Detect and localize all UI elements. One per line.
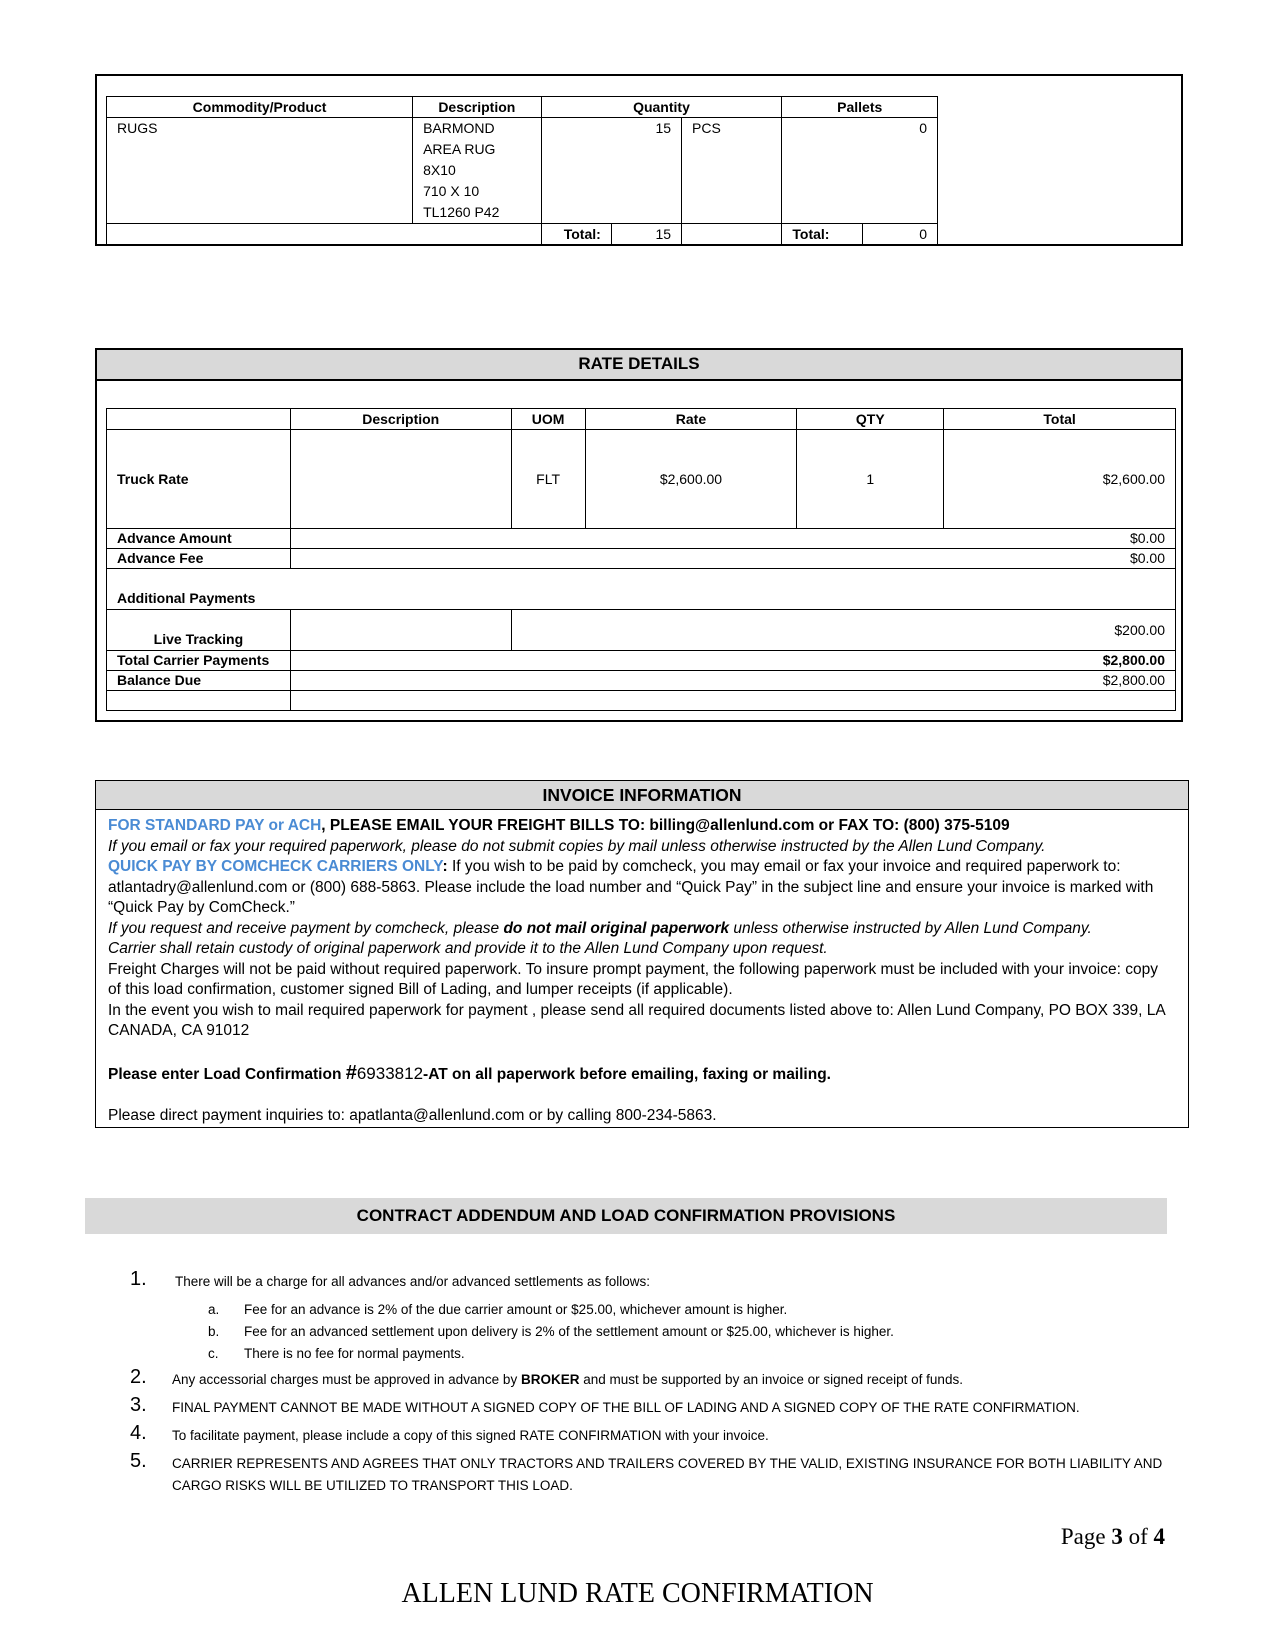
advance-fee-label: Advance Fee — [107, 549, 291, 569]
total-pallets: 0 — [862, 224, 937, 246]
balance-due-label: Balance Due — [107, 671, 291, 691]
rate-header-rate: Rate — [585, 409, 797, 430]
provision-text: To facilitate payment, please include a copy of this signed RATE CONFIRMATION with your invoice. — [172, 1428, 769, 1443]
table-row — [107, 430, 1176, 529]
rate-details-title: RATE DETAILS — [578, 354, 700, 373]
provision-text-bold: BROKER — [520, 1372, 580, 1387]
provision-text-a: Any accessorial charges must be approved in advance by — [172, 1372, 521, 1387]
subitem-text: Fee for an advanced settlement upon delivery is 2% of the settlement amount or $25.00, whichever is higher. — [244, 1324, 894, 1339]
provision-text-b: and must be supported by an invoice or signed receipt of funds. — [579, 1372, 963, 1387]
standard-pay-label: FOR STANDARD PAY or ACH — [108, 817, 322, 834]
list-item — [208, 1321, 1190, 1343]
commodity-description — [413, 118, 541, 224]
standard-pay-line — [108, 816, 1173, 837]
table-row — [107, 529, 1176, 549]
table-row — [107, 610, 1176, 651]
balance-due-value: $2,800.00 — [290, 671, 1175, 691]
provision-text: FINAL PAYMENT CANNOT BE MADE WITHOUT A SIGNED COPY OF THE BILL OF LADING AND A SIGNED COPY OF THE RATE CONFIRMATION. — [172, 1400, 1080, 1415]
live-tracking-label: Live Tracking — [107, 610, 291, 651]
additional-payments-label: Additional Payments — [107, 569, 1176, 610]
load-confirmation-b: -AT on all paperwork before emailing, faxing or mailing. — [423, 1065, 831, 1083]
empty-cell — [107, 691, 291, 711]
document-title: ALLEN LUND RATE CONFIRMATION — [401, 1578, 874, 1609]
table-row — [107, 671, 1176, 691]
list-item — [130, 1394, 1190, 1419]
custody-note: Carrier shall retain custody of original paperwork and provide it to the Allen Lund Company upon request. — [108, 940, 828, 957]
rate-header-qty: QTY — [797, 409, 944, 430]
comcheck-note-a: If you request and receive payment by comcheck, please — [108, 919, 504, 937]
quick-pay-text: If you wish to be paid by comcheck, you may email or fax your invoice and required paperwork to: atlantadry@allenlund.com or (800) 688-5863. Please include the load number and “Quick Pay” in the subject line and ensure your invoice is marked with “Quick Pay by ComCheck.” — [108, 858, 1154, 916]
provision-number: 1. — [130, 1268, 147, 1290]
total-carrier-payments-value: $2,800.00 — [290, 651, 1175, 671]
load-confirmation-hash: # — [345, 1061, 357, 1084]
table-row — [107, 691, 1176, 711]
list-item — [130, 1268, 1190, 1293]
comcheck-note-b: unless otherwise instructed by Allen Lund Company. — [729, 919, 1092, 937]
rate-table — [106, 408, 1176, 711]
standard-pay-text: , PLEASE EMAIL YOUR FREIGHT BILLS TO: billing@allenlund.com or FAX TO: (800) 375-5109 — [321, 817, 1010, 834]
truck-rate-total: $2,600.00 — [944, 430, 1176, 529]
empty-cell — [290, 691, 1175, 711]
quick-pay-label: QUICK PAY BY COMCHECK CARRIERS ONLY — [108, 858, 443, 875]
table-row — [107, 549, 1176, 569]
load-confirmation-number: 6933812 — [356, 1063, 424, 1083]
total-unit-empty — [682, 224, 782, 246]
commodity-unit: PCS — [682, 118, 782, 224]
subitem-text: Fee for an advance is 2% of the due carrier amount or $25.00, whichever amount is higher. — [244, 1302, 788, 1317]
page-total: 4 — [1153, 1524, 1165, 1549]
live-tracking-description — [290, 610, 511, 651]
load-confirmation-line — [108, 1063, 1173, 1086]
subitem-letter: c. — [208, 1346, 219, 1361]
advance-amount-label: Advance Amount — [107, 529, 291, 549]
list-item — [130, 1366, 1190, 1391]
live-tracking-value: $200.00 — [511, 610, 1175, 651]
provision-text: CARRIER REPRESENTS AND AGREES THAT ONLY TRACTORS AND TRAILERS COVERED BY THE VALID, EXISTING INSURANCE FOR BOTH LIABILITY AND CARGO RISKS WILL BE UTILIZED TO TRANSPORT THIS LOAD. — [172, 1456, 1163, 1493]
page-number — [1061, 1524, 1165, 1550]
list-item — [130, 1450, 1190, 1497]
subitem-letter: b. — [208, 1324, 220, 1339]
header-commodity: Commodity/Product — [107, 97, 413, 118]
truck-rate-uom: FLT — [511, 430, 585, 529]
table-row — [107, 569, 1176, 610]
total-label-quantity: Total: — [541, 224, 611, 246]
list-item — [130, 1422, 1190, 1447]
comcheck-note — [108, 919, 1173, 940]
quick-pay-colon: : — [442, 858, 448, 875]
load-confirmation-a: Please enter Load Confirmation — [108, 1065, 346, 1083]
commodity-quantity: 15 — [541, 118, 682, 224]
page-current: 3 — [1111, 1524, 1123, 1549]
quick-pay-line — [108, 857, 1173, 919]
provisions-list — [130, 1268, 1190, 1503]
provision-number: 3. — [130, 1394, 147, 1416]
rate-header-description: Description — [290, 409, 511, 430]
header-quantity: Quantity — [541, 97, 782, 118]
freight-charges-note: Freight Charges will not be paid without required paperwork. To insure prompt payment, the following paperwork must be included with your invoice: copy of this load confirmation, customer signed Bill of Lading, and lumper receipts (if applicable). — [108, 960, 1158, 998]
comcheck-note-bold: do not mail original paperwork — [503, 919, 730, 937]
total-row-spacer — [107, 224, 542, 246]
truck-rate-rate: $2,600.00 — [585, 430, 797, 529]
description-line: 710 X 10 — [423, 183, 480, 199]
list-item — [208, 1299, 1190, 1321]
commodity-table — [106, 96, 938, 246]
total-label-pallets: Total: — [782, 224, 862, 246]
table-row — [107, 651, 1176, 671]
payment-inquiries-line: Please direct payment inquiries to: apatlanta@allenlund.com or by calling 800-234-5863. — [108, 1107, 717, 1124]
rate-header-total: Total — [944, 409, 1176, 430]
description-line: TL1260 P42 — [423, 204, 500, 220]
provision-number: 2. — [130, 1366, 147, 1388]
description-line: AREA RUG 8X10 — [423, 141, 496, 178]
page-of: of — [1122, 1524, 1154, 1549]
header-pallets: Pallets — [782, 97, 938, 118]
advance-fee-value: $0.00 — [290, 549, 1175, 569]
header-description: Description — [413, 97, 541, 118]
list-item — [208, 1343, 1190, 1365]
rate-header-blank — [107, 409, 291, 430]
truck-rate-qty: 1 — [797, 430, 944, 529]
mail-paperwork-note: In the event you wish to mail required paperwork for payment , please send all required documents listed above to: Allen Lund Company, PO BOX 339, LA CANADA, CA 91012 — [108, 1001, 1165, 1039]
total-quantity: 15 — [611, 224, 681, 246]
email-fax-note: If you email or fax your required paperwork, please do not submit copies by mail unless otherwise instructed by the Allen Lund Company. — [108, 837, 1046, 855]
description-line: BARMOND — [423, 120, 495, 136]
truck-rate-label: Truck Rate — [107, 430, 291, 529]
invoice-information-title: INVOICE INFORMATION — [542, 785, 742, 805]
commodity-product: RUGS — [107, 118, 413, 224]
subitem-text: There is no fee for normal payments. — [244, 1346, 465, 1361]
truck-rate-description — [290, 430, 511, 529]
subitem-letter: a. — [208, 1302, 220, 1317]
rate-header-uom: UOM — [511, 409, 585, 430]
provision-text — [172, 1369, 1190, 1391]
invoice-body — [108, 816, 1173, 1127]
provision-number: 5. — [130, 1450, 147, 1472]
provision-text: There will be a charge for all advances and/or advanced settlements as follows: — [175, 1274, 651, 1289]
advance-amount-value: $0.00 — [290, 529, 1175, 549]
page-label: Page — [1060, 1524, 1112, 1549]
total-carrier-payments-label: Total Carrier Payments — [107, 651, 291, 671]
commodity-pallets: 0 — [782, 118, 938, 224]
contract-title: CONTRACT ADDENDUM AND LOAD CONFIRMATION PROVISIONS — [356, 1206, 896, 1225]
provision-number: 4. — [130, 1422, 147, 1444]
